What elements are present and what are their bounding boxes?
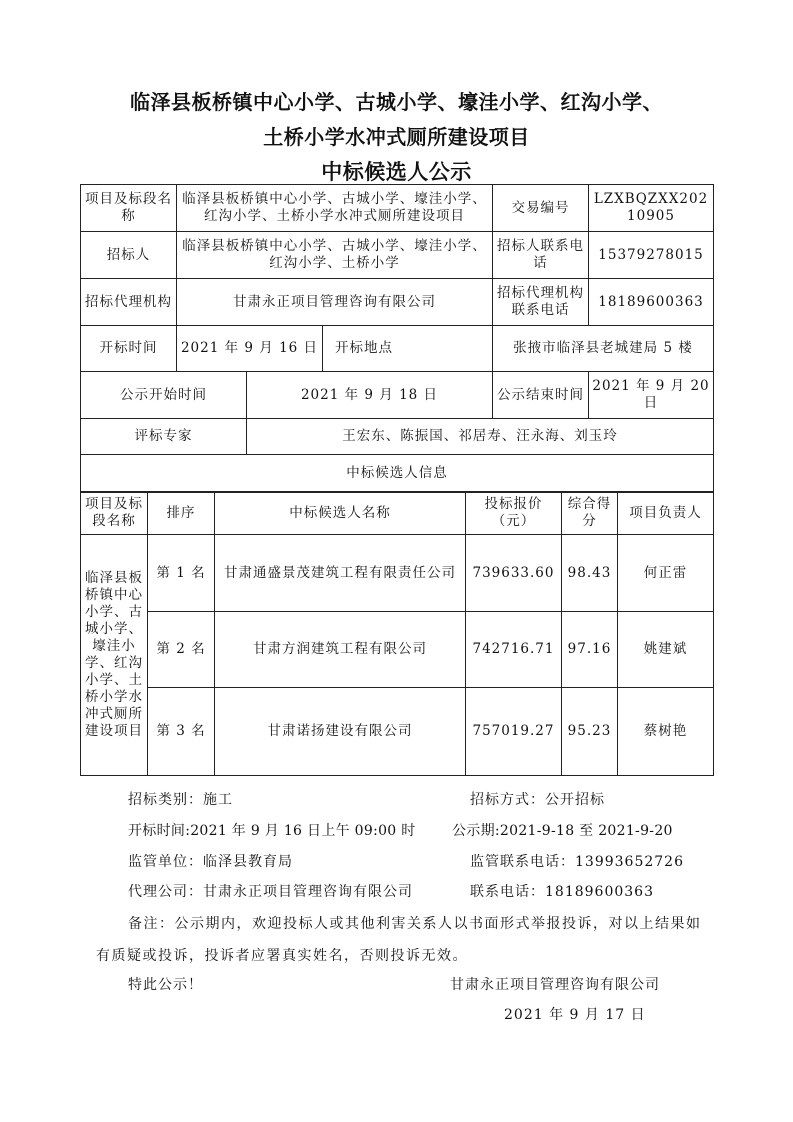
tenderer-label: 招标人 (81, 232, 177, 279)
project-merged-cell: 临泽县板桥镇中心小学、古城小学、壕洼小学、红沟小学、土桥小学水冲式厕所建设项目 (81, 535, 148, 776)
price-cell: 757019.27 (466, 688, 562, 776)
tenderer-phone-label: 招标人联系电话 (493, 232, 589, 279)
pub-end-label: 公示结束时间 (493, 372, 589, 419)
table-row (81, 535, 714, 612)
supervisor: 监管单位：临泽县教育局 (128, 854, 293, 870)
price-cell: 742716.71 (466, 612, 562, 688)
tender-method: 招标方式：公开招标 (470, 792, 605, 808)
agency-phone-label: 招标代理机构联系电话 (493, 279, 589, 326)
title-line-1: 临泽县板桥镇中心小学、古城小学、壕洼小学、红沟小学、 (130, 90, 663, 114)
trade-no-value: LZXBQZXX20210905 (589, 185, 714, 232)
pub-end-value: 2021 年 9 月 20 日 (589, 372, 714, 419)
tenderer-phone-value: 15379278015 (589, 232, 714, 279)
title-line-2: 土桥小学水冲式厕所建设项目 (263, 125, 530, 149)
signature-org: 甘肃永正项目管理咨询有限公司 (450, 977, 660, 993)
score-cell: 95.23 (562, 688, 618, 776)
open-place-value: 张掖市临泽县老城建局 5 楼 (493, 326, 714, 372)
header-rank: 排序 (148, 492, 215, 535)
supervisor-phone: 监管联系电话：13993652726 (470, 854, 684, 870)
project-value: 临泽县板桥镇中心小学、古城小学、壕洼小学、红沟小学、土桥小学水冲式厕所建设项目 (177, 185, 493, 232)
tenderer-value: 临泽县板桥镇中心小学、古城小学、壕洼小学、红沟小学、土桥小学 (177, 232, 493, 279)
open-time-detail: 开标时间:2021 年 9 月 16 日上午 09:00 时 (128, 823, 416, 839)
closing-text: 特此公示！ (128, 977, 203, 993)
title-line-3: 中标候选人公示 (321, 160, 472, 184)
price-cell: 739633.60 (466, 535, 562, 612)
trade-no-label: 交易编号 (493, 185, 589, 232)
score-cell: 98.43 (562, 535, 618, 612)
signature-date: 2021 年 9 月 17 日 (504, 1007, 646, 1023)
publication-period: 公示期:2021-9-18 至 2021-9-20 (452, 823, 673, 839)
table-row (81, 612, 714, 688)
header-price: 投标报价（元） (466, 492, 562, 535)
manager-cell: 姚建斌 (618, 612, 714, 688)
tender-type: 招标类别：施工 (128, 792, 233, 808)
header-manager: 项目负责人 (618, 492, 714, 535)
candidates-section-label: 中标候选人信息 (81, 455, 714, 493)
agency-phone-value: 18189600363 (589, 279, 714, 326)
candidates-table (80, 491, 714, 776)
experts-value: 王宏东、陈振国、祁居寿、汪永海、刘玉玲 (247, 419, 714, 455)
open-time-label: 开标时间 (81, 326, 177, 372)
info-table (80, 184, 714, 493)
open-place-label: 开标地点 (323, 326, 493, 372)
header-score: 综合得分 (562, 492, 618, 535)
rank-cell: 第 1 名 (148, 535, 215, 612)
agency-value: 甘肃永正项目管理咨询有限公司 (177, 279, 493, 326)
rank-cell: 第 3 名 (148, 688, 215, 776)
candidate-name-cell: 甘肃通盛景茂建筑工程有限责任公司 (215, 535, 466, 612)
open-time-value: 2021 年 9 月 16 日 (177, 326, 323, 372)
score-cell: 97.16 (562, 612, 618, 688)
project-label: 项目及标段名称 (81, 185, 177, 232)
pub-start-value: 2021 年 9 月 18 日 (247, 372, 493, 419)
candidate-name-cell: 甘肃诺扬建设有限公司 (215, 688, 466, 776)
remark-paragraph: 备注：公示期内，欢迎投标人或其他利害关系人以书面形式举报投诉，对以上结果如有质疑或投诉，投诉者应署真实姓名，否则投诉无效。 (96, 916, 702, 964)
table-row (81, 688, 714, 776)
rank-cell: 第 2 名 (148, 612, 215, 688)
agent-company: 代理公司：甘肃永正项目管理咨询有限公司 (128, 884, 413, 900)
manager-cell: 何正雷 (618, 535, 714, 612)
experts-label: 评标专家 (81, 419, 247, 455)
manager-cell: 蔡树艳 (618, 688, 714, 776)
header-project: 项目及标段名称 (81, 492, 148, 535)
candidate-name-cell: 甘肃方润建筑工程有限公司 (215, 612, 466, 688)
header-name: 中标候选人名称 (215, 492, 466, 535)
agent-phone: 联系电话：18189600363 (470, 884, 654, 900)
pub-start-label: 公示开始时间 (81, 372, 247, 419)
agency-label: 招标代理机构 (81, 279, 177, 326)
